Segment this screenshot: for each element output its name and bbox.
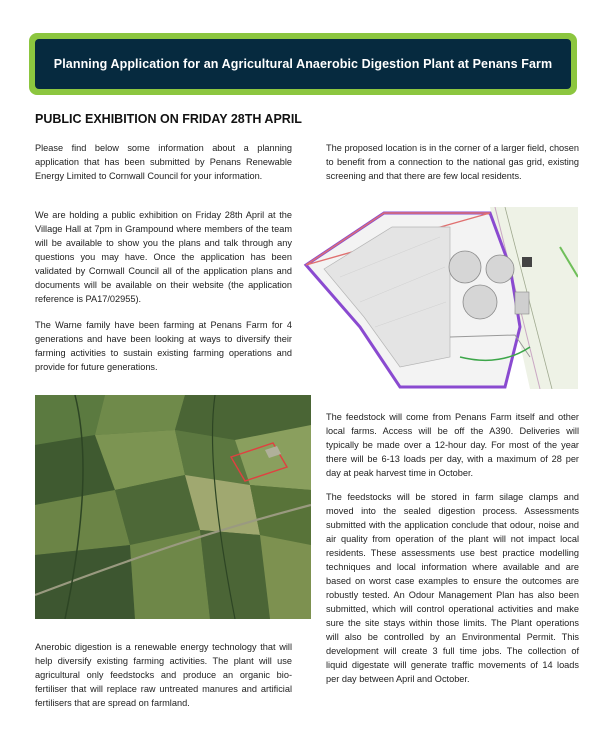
title-banner bbox=[29, 33, 577, 95]
exhibition-paragraph: We are holding a public exhibition on Friday 28th April at the Village Hall at 7pm in Grampound where members of the team will be available to show you the plans and talk through any questions you may have. Once the application has been validated by Cornwall Council all of the application plans and documents will be available on their website (the application reference is PA17/02955). bbox=[35, 210, 292, 304]
site-plan bbox=[300, 207, 578, 389]
feedstock-paragraph: The feedstock will come from Penans Farm itself and other local farms. Access will be off the A390. Deliveries will typically be made over a 12-hour day. For most of the year there will be 6-13 loads per day, with a maximum of 28 per day at peak harvest time in October. bbox=[326, 412, 579, 478]
aerial-photo bbox=[35, 395, 311, 619]
aerial-photo-image bbox=[35, 395, 311, 619]
location-paragraph: The proposed location is in the corner of a larger field, chosen to benefit from a connection to the national gas grid, existing screening and that there are few local residents. bbox=[326, 143, 579, 181]
anaerobic-digestion-paragraph: Anerobic digestion is a renewable energy technology that will help diversify existing farming activities. The plant will use agricultural only feedstocks and produce an organic bio-fertiliser that will replace raw untreated manures and artificial fertilisers that are spread on farmland. bbox=[35, 642, 292, 708]
intro-paragraph: Please find below some information about a planning application that has been submitted by Penans Renewable Energy Limited to Cornwall Council for your information. bbox=[35, 143, 292, 181]
document-title: Planning Application for an Agricultural Anaerobic Digestion Plant at Penans Farm bbox=[53, 57, 553, 71]
assessments-paragraph: The feedstocks will be stored in farm silage clamps and moved into the sealed digestion process. Assessments submitted with the application conclude that odour, noise and air quality from operation of the plant will not impact local residents. These assessments use best practice modelling techniques and local information where available and are based on worst case examples to ensure the outcomes are robustly tested. An Odour Management Plan has also been submitted, which will control operational activities and make sure the site stays within those limits. The Plant operations will also be controlled by an Environmental Permit. This development will create 3 full time jobs. The collection of liquid digestate will generate traffic movements of 14 loads per day between April and October. bbox=[326, 492, 579, 684]
title-banner-inner bbox=[35, 39, 571, 89]
warne-family-paragraph: The Warne family have been farming at Penans Farm for 4 generations and have been looking at ways to diversify their farming activities to sustain existing farming operations and provide for future generations. bbox=[35, 320, 292, 372]
site-plan-image bbox=[300, 207, 578, 389]
exhibition-heading: PUBLIC EXHIBITION ON FRIDAY 28TH APRIL bbox=[35, 112, 302, 126]
